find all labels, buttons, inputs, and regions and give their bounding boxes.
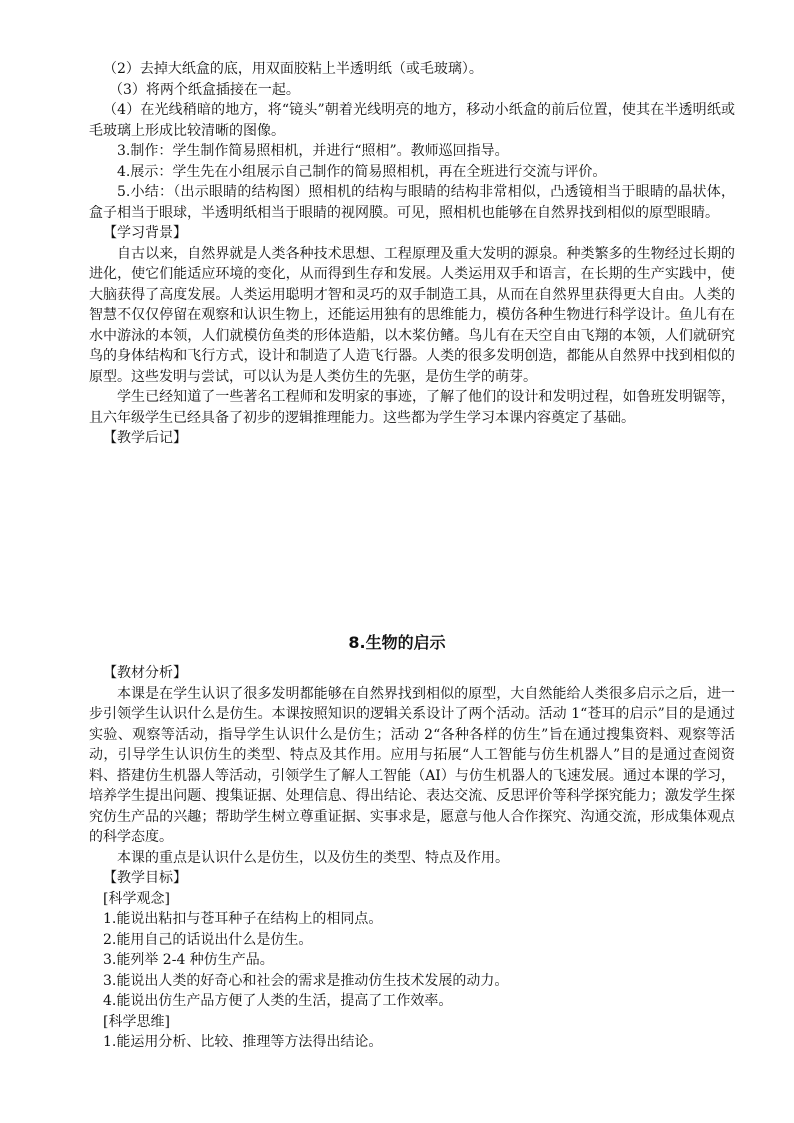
section-heading-notes: 【教学后记】	[103, 430, 187, 446]
goal-item: 1.能运用分析、比较、推理等方法得出结论。	[103, 1034, 383, 1050]
goal-item: 3.能列举 2-4 种仿生产品。	[103, 952, 274, 968]
goal-item: 4.能说出仿生产品方便了人类的生活，提高了工作效率。	[103, 993, 453, 1009]
step-paragraph: （3）将两个纸盒插接在一起。	[109, 81, 300, 98]
lesson-title: 8.生物的启示	[348, 633, 446, 652]
body-paragraph: 自古以来，自然界就是人类各种技术思想、工程原理及重大发明的源泉。种类繁多的生物经过长期的进化，使它们能适应环境的变化，从而得到生存和发展。人类运用双手和语言，在长期的生产实践中，使大脑获得了高度发展。人类运用聪明才智和灵巧的双手制造工具，从而在自然界里获得更大自由。人类的智慧不仅仅停留在观察和认识生物上，还能运用独有的思维能力，模仿各种生物进行科学设计。鱼儿有在水中游泳的本领，人们就模仿鱼类的形体造船，以木桨仿鳍。鸟儿有在天空自由飞翔的本领，人们就研究鸟的身体结构和飞行方式，设计和制造了人造飞行器。人类的很多发明创造，都能从自然界中找到相似的原型。这些发明与尝试，可以认为是人类仿生的先驱，是仿生学的萌芽。	[89, 245, 735, 385]
section-heading-analysis: 【教材分析】	[103, 665, 187, 681]
subsection-heading-concept: [科学观念]	[103, 890, 170, 907]
step-paragraph: 3.制作：学生制作简易照相机，并进行“照相”。教师巡回指导。	[117, 143, 509, 159]
body-paragraph: 学生已经知道了一些著名工程师和发明家的事迹，了解了他们的设计和发明过程，如鲁班发明锯等，且六年级学生已经具备了初步的逻辑推理能力。这些都为学生学习本课内容奠定了基础。	[89, 389, 735, 426]
subsection-heading-thinking: [科学思维]	[103, 1013, 170, 1030]
body-paragraph: 本课的重点是认识什么是仿生，以及仿生的类型、特点及作用。	[117, 849, 509, 866]
goal-item: 3.能说出人类的好奇心和社会的需求是推动仿生技术发展的动力。	[103, 972, 509, 989]
goal-item: 1.能说出粘扣与苍耳种子在结构上的相同点。	[103, 911, 383, 927]
section-heading-background: 【学习背景】	[103, 225, 187, 241]
body-paragraph: 本课是在学生认识了很多发明都能够在自然界找到相似的原型，大自然能给人类很多启示之后，进一步引领学生认识什么是仿生。本课按照知识的逻辑关系设计了两个活动。活动 1“苍耳的启示”目的是通过实验、观察等活动，指导学生认识什么是仿生；活动 2“各种各样的仿生”旨在通过搜集资料、观察等活动，引导学生认识仿生的类型、特点及其作用。应用与拓展“人工智能与仿生机器人”目的是通过查阅资料、搭建仿生机器人等活动，引领学生了解人工智能（AI）与仿生机器人的飞速发展。通过本课的学习，培养学生提出问题、搜集证据、处理信息、得出结论、表达交流、反思评价等科学探究能力；激发学生探究仿生产品的兴趣；帮助学生树立尊重证据、实事求是，愿意与他人合作探究、沟通交流，形成集体观点的科学态度。	[89, 685, 735, 845]
step-paragraph: 4.展示：学生先在小组展示自己制作的简易照相机，再在全班进行交流与评价。	[117, 163, 607, 180]
step-paragraph: （2）去掉大纸盒的底，用双面胶粘上半透明纸（或毛玻璃）。	[103, 61, 483, 77]
lower-section	[89, 663, 735, 1053]
section-heading-goals: 【教学目标】	[103, 870, 187, 886]
step-paragraph: （4）在光线稍暗的地方，将“镜头”朝着光线明亮的地方，移动小纸盒的前后位置，使其在半透明纸或毛玻璃上形成比较清晰的图像。	[89, 102, 735, 139]
upper-section	[89, 59, 735, 449]
step-paragraph: 5.小结：（出示眼睛的结构图）照相机的结构与眼睛的结构非常相似，凸透镜相当于眼睛的晶状体，盒子相当于眼球，半透明纸相当于眼睛的视网膜。可见，照相机也能够在自然界找到相似的原型眼睛。	[89, 184, 735, 221]
goal-item: 2.能用自己的话说出什么是仿生。	[103, 931, 313, 948]
